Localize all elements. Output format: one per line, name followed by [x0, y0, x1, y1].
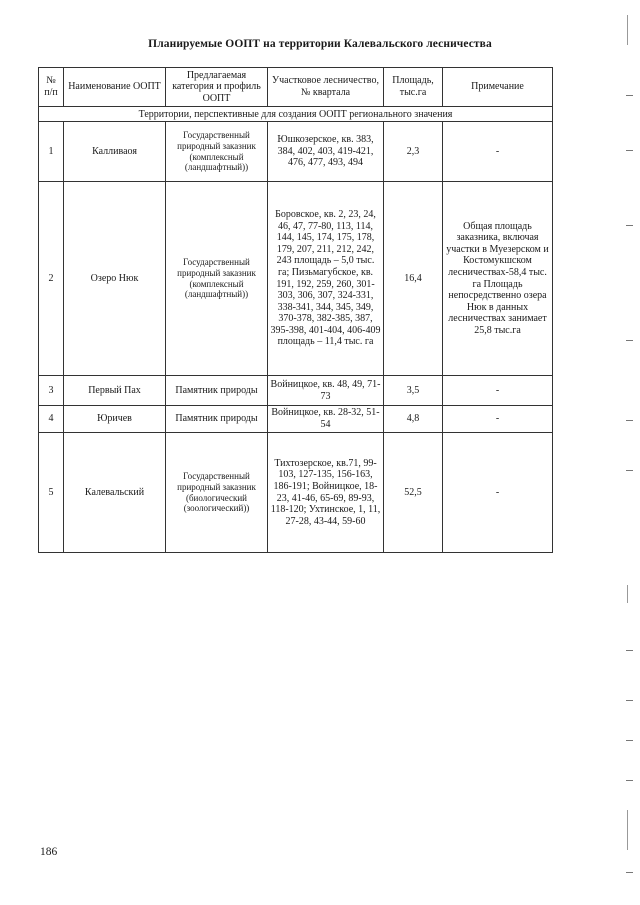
row-name: Юричев: [64, 406, 166, 433]
row-note: -: [443, 406, 553, 433]
scan-edge-line: [627, 585, 628, 603]
row-area: 4,8: [384, 406, 443, 433]
row-num: 4: [39, 406, 64, 433]
scan-edge-mark: [626, 700, 633, 701]
row-forestry: Юшкозерское, кв. 383, 384, 402, 403, 419-421, 476, 477, 493, 494: [268, 122, 384, 182]
row-category: Памятник природы: [166, 406, 268, 433]
scan-edge-mark: [626, 150, 633, 151]
row-forestry: Войницкое, кв. 28-32, 51-54: [268, 406, 384, 433]
row-category: Памятник природы: [166, 376, 268, 406]
oopt-table: [38, 67, 553, 553]
header-forestry: Участковое лесничество, № квартала: [268, 68, 384, 107]
row-category: Государственный природный заказник (биологический (зоологический)): [166, 433, 268, 553]
scan-edge-mark: [626, 872, 633, 873]
row-note: -: [443, 376, 553, 406]
scan-edge-mark: [626, 470, 633, 471]
row-num: 2: [39, 182, 64, 376]
row-note: -: [443, 122, 553, 182]
row-num: 3: [39, 376, 64, 406]
row-note: -: [443, 433, 553, 553]
row-category: Государственный природный заказник (комплексный (ландшафтный)): [166, 122, 268, 182]
scan-edge-mark: [626, 340, 633, 341]
scan-edge-mark: [626, 420, 633, 421]
page-title: Планируемые ООПТ на территории Калевальского лесничества: [148, 38, 492, 50]
table-row: [39, 376, 553, 406]
row-area: 3,5: [384, 376, 443, 406]
scan-edge-line: [627, 810, 628, 850]
table-header-row: [39, 68, 553, 107]
row-forestry: Боровское, кв. 2, 23, 24, 46, 47, 77-80, 113, 114, 144, 145, 174, 175, 178, 179, 207, 211, 212, 242, 243 площадь – 5,0 тыс. га; Пизьмагубское, кв. 191, 192, 259, 260, 301-303, 306, 307, 324-331, 338-341, 344, 345, 349, 370-378, 382-385, 387, 395-398, 401-404, 406-409 площадь – 11,4 тыс. га: [268, 182, 384, 376]
section-row: [39, 107, 553, 122]
page-number: 186: [40, 846, 58, 858]
row-area: 16,4: [384, 182, 443, 376]
scan-edge-mark: [626, 95, 633, 96]
row-forestry: Тихтозерское, кв.71, 99-103, 127-135, 156-163, 186-191; Войницкое, 18-23, 41-46, 65-69, 89-93, 118-120; Ухтинское, 1, 11, 27-28, 43-44, 59-60: [268, 433, 384, 553]
section-label: Территории, перспективные для создания ООПТ регионального значения: [39, 107, 553, 122]
row-name: Калевальский: [64, 433, 166, 553]
row-name: Первый Пах: [64, 376, 166, 406]
header-note: Примечание: [443, 68, 553, 107]
scan-edge-mark: [626, 225, 633, 226]
scan-edge-mark: [626, 650, 633, 651]
table-row: [39, 122, 553, 182]
table-row: [39, 182, 553, 376]
row-note: Общая площадь заказника, включая участки в Муезерском и Костомукшском лесничествах-58,4 тыс. га Площадь непосредственно озера Нюк в данных лесничествах занимает 25,8 тыс.га: [443, 182, 553, 376]
row-name: Озеро Нюк: [64, 182, 166, 376]
row-num: 1: [39, 122, 64, 182]
scan-edge-line: [627, 15, 628, 45]
row-name: Калливаоя: [64, 122, 166, 182]
row-forestry: Войницкое, кв. 48, 49, 71-73: [268, 376, 384, 406]
row-num: 5: [39, 433, 64, 553]
row-area: 2,3: [384, 122, 443, 182]
scan-edge-mark: [626, 780, 633, 781]
table-row: [39, 406, 553, 433]
table-row: [39, 433, 553, 553]
header-num: № п/п: [39, 68, 64, 107]
scan-edge-mark: [626, 740, 633, 741]
row-category: Государственный природный заказник (комплексный (ландшафтный)): [166, 182, 268, 376]
header-area: Площадь, тыс.га: [384, 68, 443, 107]
row-area: 52,5: [384, 433, 443, 553]
header-name: Наименование ООПТ: [64, 68, 166, 107]
header-category: Предлагаемая категория и профиль ООПТ: [166, 68, 268, 107]
